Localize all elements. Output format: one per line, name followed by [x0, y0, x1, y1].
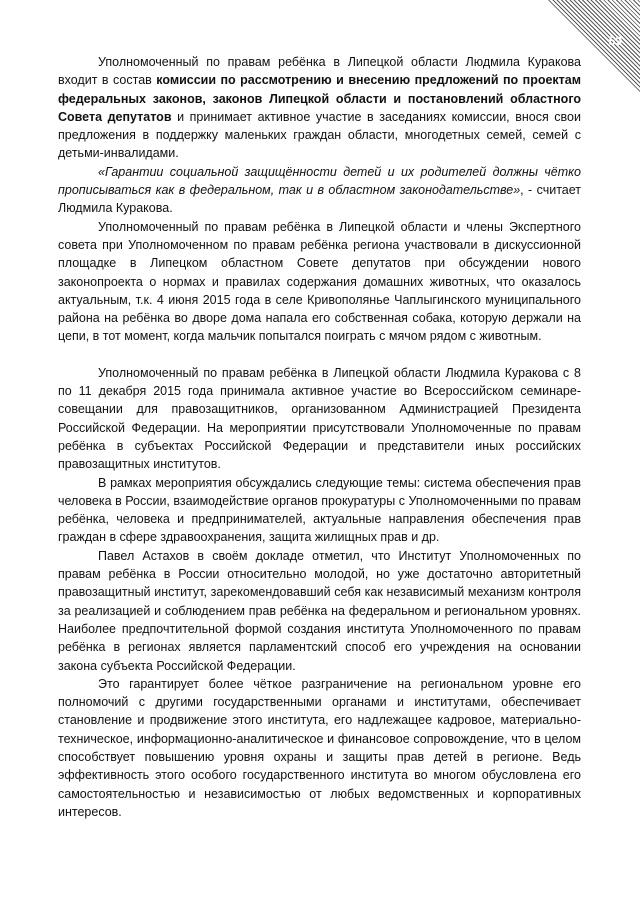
text-run: Уполномоченный по правам ребёнка в Липецкой области и члены Экспертного совета при Уполномоченном по правам ребёнка региона участвовали в дискуссионной площадке в Липецком областном Совете депутатов при обсуждении нового законопроекта о нормах и правилах содержания домашних животных, что оказалось актуальным, т.к. 4 июня 2015 года в селе Кривополянье Чаплыгинского муниципального района на ребёнка во дворе дома напала его собственная собака, которую держали на цепи, в тот момент, когда мальчик попытался поиграть с мячом рядом с животным. [58, 219, 581, 344]
text-run: В рамках мероприятия обсуждались следующие темы: система обеспечения прав человека в России, взаимодействие органов прокуратуры с Уполномоченными по правам ребёнка, человека и предпринимателей, актуальные направления обеспечения прав граждан в сфере здравоохранения, защита жилищных прав и др. [58, 475, 581, 545]
paragraph [58, 163, 581, 218]
paragraph [58, 547, 581, 675]
document-body [58, 53, 581, 821]
paragraph [58, 675, 581, 821]
text-run: Это гарантирует более чёткое разграничение на региональном уровне его полномочий с другими государственными органами и институтами, обеспечивает становление и продвижение этого института, его надлежащее кадровое, материально-техническое, информационно-аналитическое и финансовое сопровождение, что в целом способствует повышению уровня охраны и защиты прав детей в регионе. Ведь эффективность этого особого государственного института во многом обусловлена его самостоятельностью и независимостью от любых ведомственных и корпоративных интересов. [58, 676, 581, 819]
text-run: Павел Астахов в своём докладе отметил, что Институт Уполномоченных по правам ребёнка в России относительно молодой, но уже достаточно авторитетный правозащитный институт, зарекомендовавший себя как независимый механизм контроля за реализацией и соблюдением прав ребёнка на федеральном и региональном уровнях. Наиболее предпочтительной формой создания института Уполномоченного по правам ребёнка в регионах является парламентский способ его учреждения на основании закона субъекта Российской Федерации. [58, 548, 581, 673]
italic-quote: «Гарантии социальной защищённости детей и их родителей должны чётко прописываться как в федеральном, так и в областном законодательстве» [58, 164, 581, 198]
text-run: и принимает активное участие в заседаниях комиссии, внося свои предложения в поддержку маленьких граждан области, многодетных семей, семей с детьми-инвалидами. [58, 109, 581, 161]
paragraph [58, 364, 581, 474]
paragraph [58, 218, 581, 346]
text-run: , - считает Людмила Куракова. [58, 183, 582, 216]
page-number: 59 [608, 34, 622, 48]
bold-text: комиссии по рассмотрению и внесению предложений по проектам федеральных законов, законов Липецкой области и постановлений областного Совета депутатов [58, 73, 581, 124]
paragraph [58, 474, 581, 547]
paragraph [58, 53, 581, 163]
text-run: Уполномоченный по правам ребёнка в Липецкой области Людмила Куракова входит в состав [58, 55, 581, 88]
text-run: Уполномоченный по правам ребёнка в Липецкой области Людмила Куракова с 8 по 11 декабря 2015 года принимала активное участие во Всероссийском семинаре-совещании для правозащитников, организованном Администрацией Президента Российской Федерации. На мероприятии присутствовали Уполномоченные по правам ребёнка в субъектах Российской Федерации и представители иных российских правозащитных институтов. [58, 365, 581, 472]
